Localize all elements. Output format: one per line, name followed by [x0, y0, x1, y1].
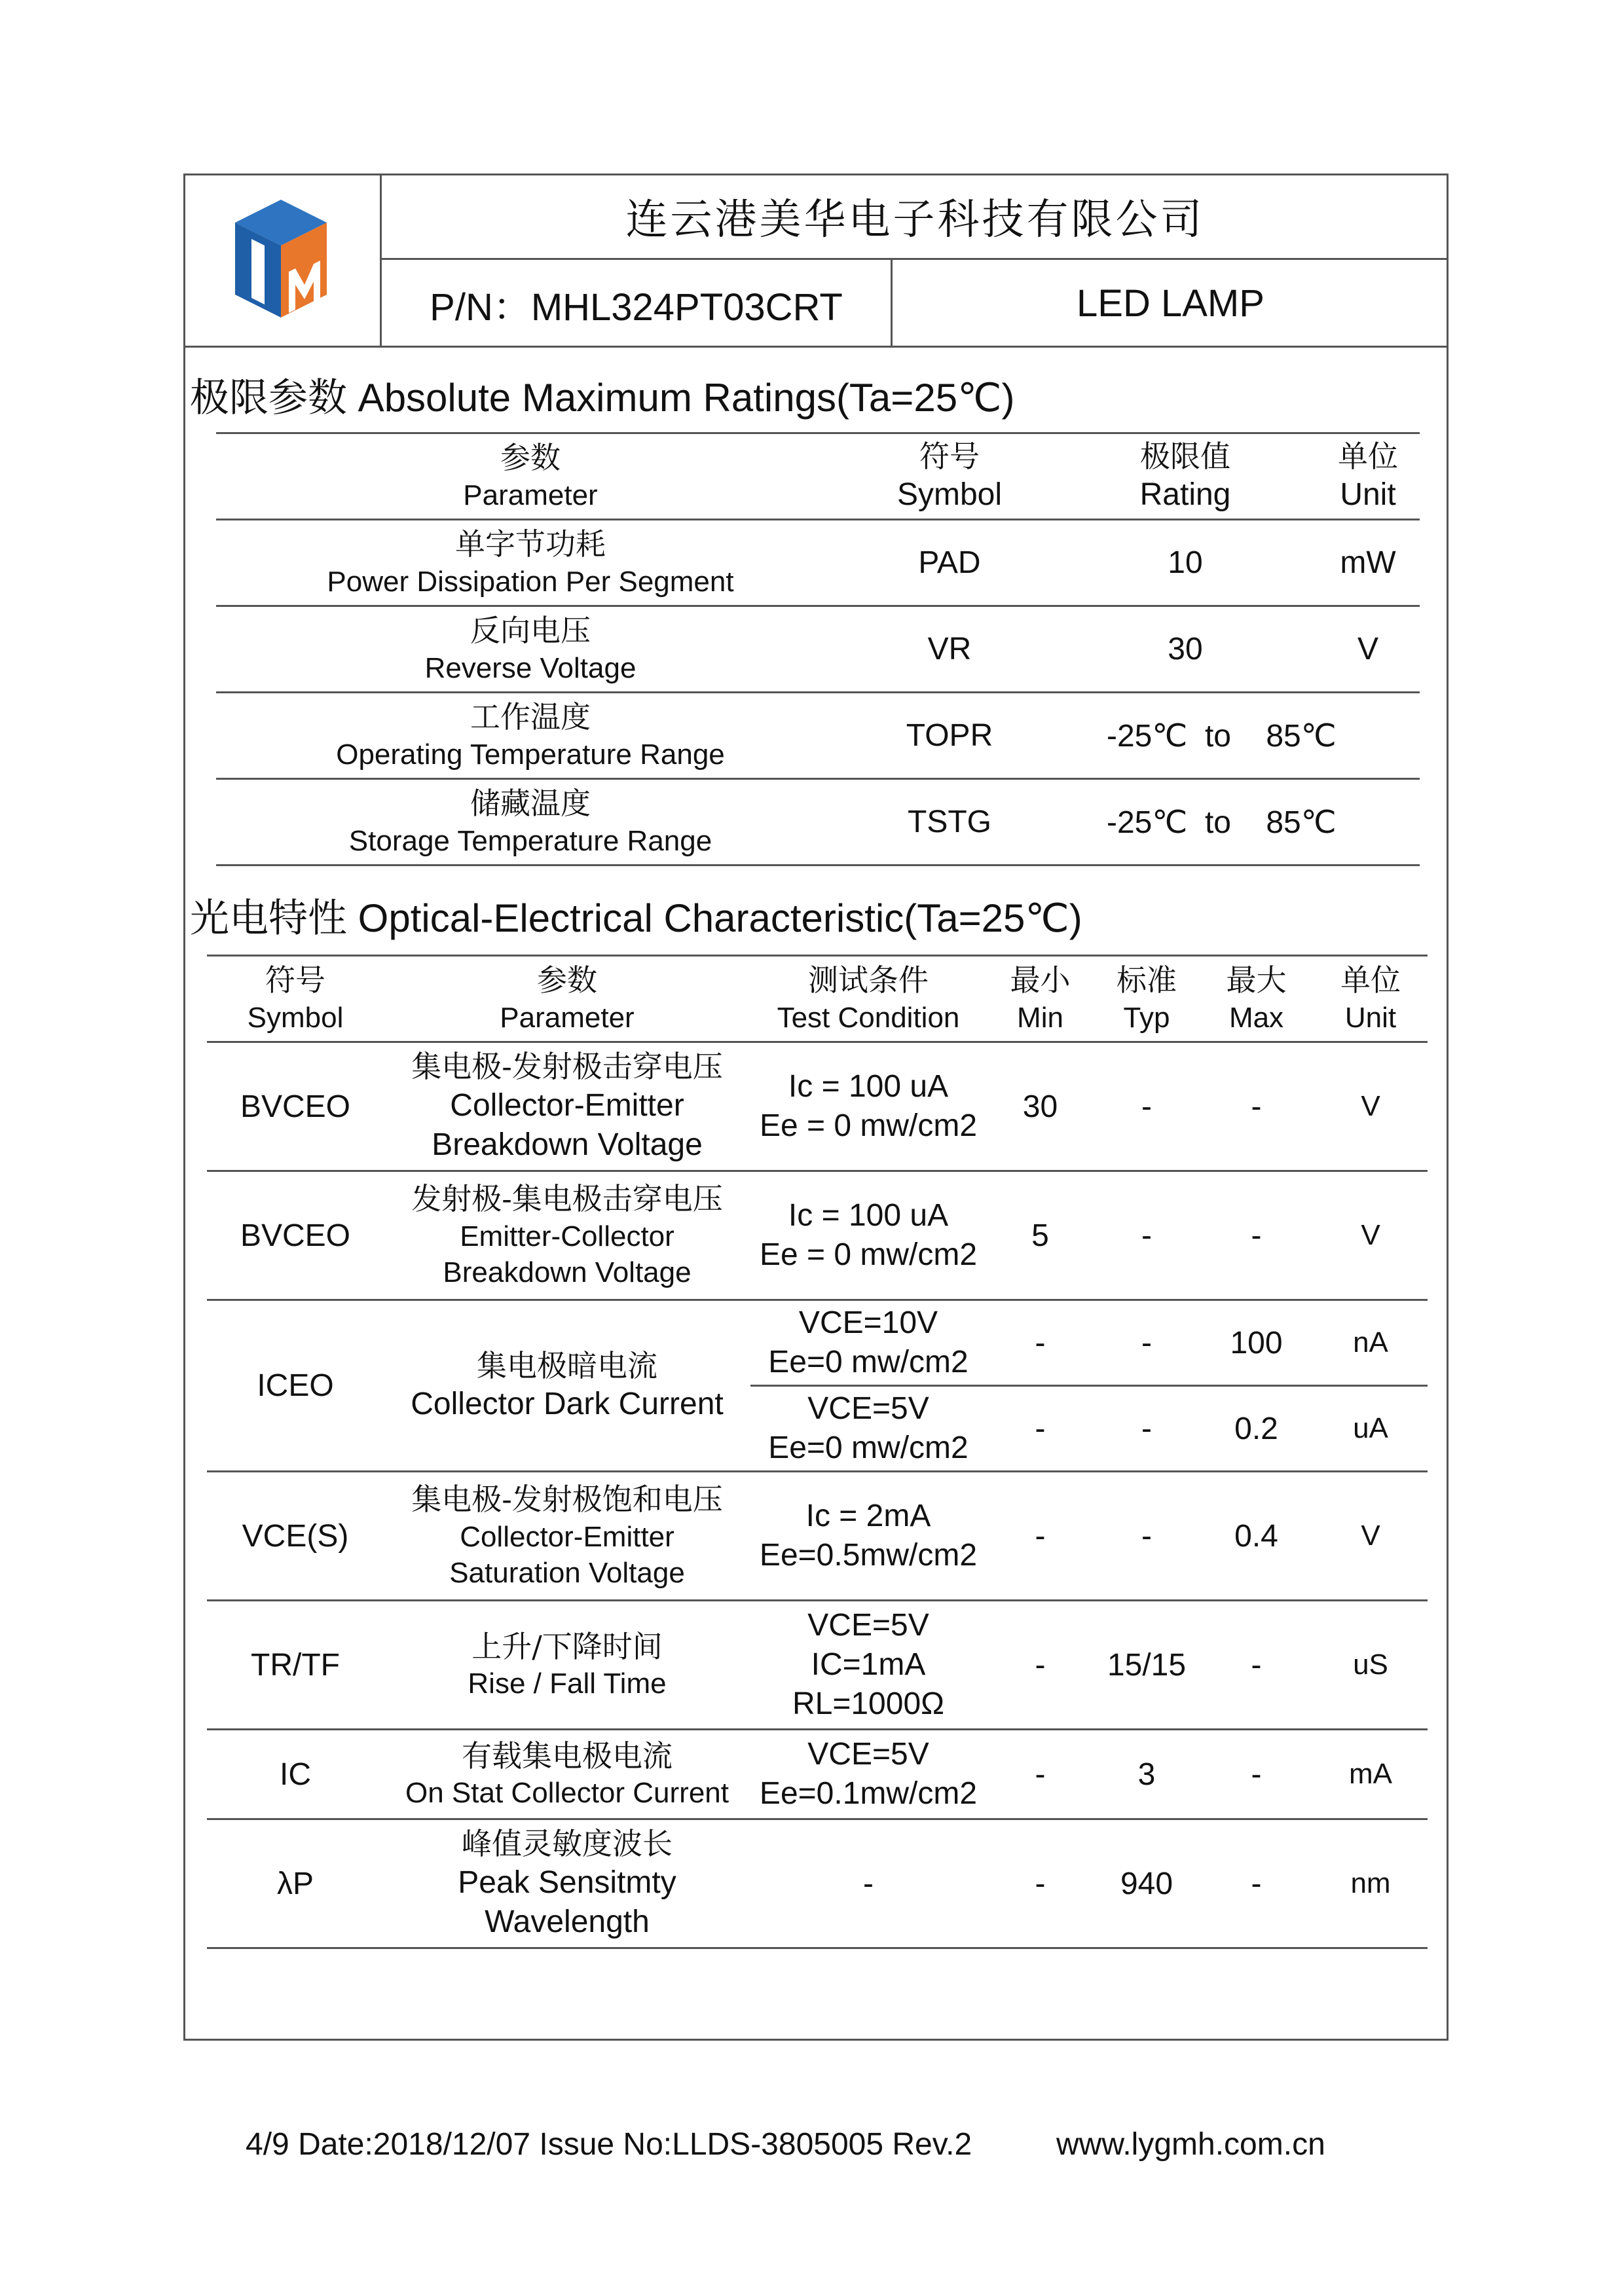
max-cell: - [1251, 1218, 1262, 1253]
unit-cell: nm [1350, 1867, 1391, 1899]
table-row [207, 1819, 1428, 1948]
condition-cell [750, 1730, 986, 1819]
abs-title-en: Absolute Maximum Ratings(Ta=25℃) [347, 376, 1015, 420]
rating-cell: 10 [1168, 545, 1203, 580]
condition-line: Ee=0.5mw/cm2 [759, 1538, 978, 1573]
header-en: Min [1017, 1001, 1063, 1034]
parameter-cell [384, 1171, 750, 1300]
header-divider [183, 346, 1449, 348]
symbol-cell: BVCEO [240, 1089, 351, 1124]
parameter-cn: 集电极暗电流 [477, 1347, 657, 1383]
header-en: Unit [1340, 477, 1396, 513]
parameter-en: Collector-Emitter [460, 1520, 674, 1553]
parameter-cell [384, 1601, 750, 1730]
condition-line: Ee = 0 mw/cm2 [759, 1237, 978, 1272]
parameter-en: Rise / Fall Time [468, 1667, 667, 1700]
opt-section-title [190, 887, 1082, 943]
unit-cell: uS [1353, 1649, 1388, 1681]
condition-cell [750, 1472, 986, 1601]
parameter-en: Collector Dark Current [411, 1387, 724, 1422]
parameter-en: Reverse Voltage [424, 651, 637, 684]
max-cell: 0.2 [1234, 1411, 1278, 1446]
header-en: Test Condition [777, 1001, 960, 1034]
parameter-cn: 有载集电极电流 [462, 1738, 673, 1774]
parameter-cell [216, 520, 845, 606]
min-cell: - [1035, 1518, 1046, 1554]
table-header-row [216, 433, 1420, 520]
header-cell [845, 433, 1054, 520]
header-cn: 参数 [500, 440, 561, 476]
header-cell [1316, 433, 1420, 520]
rating-cell: -25℃ to 85℃ [1107, 805, 1337, 840]
unit-cell: mA [1349, 1758, 1392, 1790]
abs-section-title [190, 367, 1014, 423]
table-row [207, 1472, 1428, 1601]
rating-cell: -25℃ to 85℃ [1107, 718, 1337, 754]
optical-electrical-table [207, 955, 1428, 1949]
typ-cell: - [1141, 1218, 1152, 1253]
header-cn: 标准 [1116, 962, 1177, 998]
header-cell [1094, 956, 1199, 1042]
parameter-cn: 集电极-发射极饱和电压 [411, 1482, 723, 1518]
table-row [207, 1730, 1428, 1819]
symbol-cell: λP [276, 1866, 314, 1901]
table-row [216, 693, 1420, 779]
symbol-cell: TSTG [908, 805, 991, 839]
symbol-cell: PAD [918, 545, 981, 580]
unit-cell: nA [1353, 1326, 1388, 1358]
condition-line: Ic = 100 uA [788, 1198, 949, 1233]
header-en: Typ [1123, 1001, 1170, 1034]
company-name: 连云港美华电子科技有限公司 [382, 173, 1449, 260]
parameter-cell [384, 1730, 750, 1819]
header-cell [207, 956, 384, 1042]
header-cn: 符号 [265, 962, 325, 998]
condition-line: VCE=5V [807, 1391, 929, 1426]
typ-cell: - [1141, 1089, 1152, 1124]
condition-line: Ee = 0 mw/cm2 [759, 1108, 978, 1143]
condition-cell [750, 1171, 986, 1300]
symbol-cell: VR [927, 632, 972, 666]
parameter-cn: 储藏温度 [470, 786, 591, 822]
table-row [216, 779, 1420, 866]
symbol-cell: TR/TF [251, 1647, 340, 1683]
parameter-cn: 发射极-集电极击穿电压 [411, 1181, 723, 1217]
unit-cell: V [1361, 1090, 1380, 1122]
parameter-cell [384, 1300, 750, 1472]
header-cell [750, 956, 986, 1042]
header-cell [1199, 956, 1314, 1042]
header-en: Parameter [500, 1001, 635, 1034]
parameter-cn: 上升/下降时间 [471, 1628, 663, 1664]
table-header-row [207, 956, 1428, 1042]
parameter-en: Wavelength [485, 1904, 650, 1939]
product-type: LED LAMP [1077, 282, 1264, 325]
abs-title-cn: 极限参数 [190, 375, 347, 421]
parameter-en: Breakdown Voltage [432, 1127, 703, 1162]
header-cn: 单位 [1338, 438, 1398, 474]
condition-cell: - [863, 1866, 874, 1901]
min-cell: 30 [1022, 1089, 1058, 1124]
condition-line: Ee=0.1mw/cm2 [759, 1776, 978, 1811]
condition-line: Ic = 100 uA [788, 1069, 949, 1104]
table-row [216, 520, 1420, 606]
unit-cell: uA [1353, 1412, 1388, 1444]
condition-line: Ee=0 mw/cm2 [768, 1430, 969, 1465]
parameter-en: Emitter-Collector [460, 1220, 674, 1252]
min-cell: - [1035, 1325, 1046, 1360]
min-cell: 5 [1031, 1218, 1049, 1253]
header-cn: 最大 [1226, 962, 1287, 998]
typ-cell: 940 [1120, 1866, 1173, 1901]
min-cell: - [1035, 1411, 1046, 1446]
opt-title-en: Optical-Electrical Characteristic(Ta=25℃) [347, 896, 1082, 940]
header-en: Symbol [247, 1001, 344, 1034]
absolute-ratings-table [216, 432, 1420, 866]
parameter-en: Power Dissipation Per Segment [327, 565, 734, 598]
max-cell: - [1251, 1757, 1262, 1792]
header-cell [1054, 433, 1316, 520]
min-cell: - [1035, 1757, 1046, 1792]
company-logo [229, 200, 333, 318]
typ-cell: - [1141, 1518, 1152, 1554]
parameter-cell [384, 1819, 750, 1948]
table-row [216, 606, 1420, 693]
unit-cell: V [1357, 632, 1378, 666]
parameter-en: Breakdown Voltage [443, 1256, 692, 1288]
header-cn: 符号 [919, 438, 980, 474]
logo-cell [183, 173, 382, 347]
table-row [207, 1171, 1428, 1300]
condition-line: VCE=5V [807, 1608, 929, 1643]
header-cell [384, 956, 750, 1042]
header-en: Max [1228, 1001, 1284, 1034]
parameter-cn: 单字节功耗 [455, 526, 606, 562]
parameter-en: Storage Temperature Range [348, 824, 712, 857]
condition-line: VCE=10V [798, 1305, 938, 1340]
unit-cell: V [1361, 1219, 1380, 1251]
condition-line: Ee=0 mw/cm2 [768, 1345, 969, 1379]
rating-cell: 30 [1168, 632, 1203, 666]
table-row [207, 1042, 1428, 1171]
condition-line: RL=1000Ω [792, 1686, 945, 1721]
max-cell: - [1251, 1647, 1262, 1683]
symbol-cell: TOPR [906, 718, 993, 753]
header-en: Symbol [896, 477, 1003, 513]
max-cell: 100 [1230, 1325, 1283, 1360]
header-en: Rating [1139, 477, 1231, 513]
table-row [207, 1601, 1428, 1730]
unit-cell: mW [1340, 545, 1396, 580]
parameter-cn: 工作温度 [470, 699, 591, 735]
table-row [207, 1300, 1428, 1386]
header-cn: 极限值 [1140, 438, 1230, 474]
unit-cell: V [1361, 1520, 1380, 1552]
header-en: Parameter [463, 479, 598, 511]
max-cell: - [1251, 1866, 1262, 1901]
header-cell [986, 956, 1094, 1042]
symbol-cell: IC [280, 1757, 311, 1792]
symbol-cell: BVCEO [240, 1218, 351, 1253]
symbol-cell: VCE(S) [242, 1518, 349, 1554]
typ-cell: 15/15 [1107, 1647, 1187, 1683]
parameter-en: Collector-Emitter [450, 1087, 684, 1123]
header-cell [1314, 956, 1428, 1042]
min-cell: - [1035, 1647, 1046, 1683]
part-number: P/N：MHL324PT03CRT [382, 260, 893, 347]
footer-website: www.lygmh.com.cn [1056, 2127, 1325, 2162]
header-cn: 测试条件 [808, 962, 929, 998]
parameter-cell [216, 779, 845, 866]
parameter-cn: 反向电压 [470, 613, 591, 649]
parameter-cell [216, 606, 845, 693]
condition-line: VCE=5V [807, 1737, 929, 1772]
opt-title-cn: 光电特性 [190, 896, 347, 941]
condition-line: Ic = 2mA [805, 1499, 931, 1533]
parameter-en: On Stat Collector Current [405, 1777, 729, 1810]
parameter-cell [384, 1042, 750, 1171]
parameter-en: Operating Temperature Range [336, 738, 725, 771]
max-cell: - [1251, 1089, 1262, 1124]
parameter-cell [384, 1472, 750, 1601]
symbol-cell: ICEO [257, 1368, 334, 1403]
parameter-en: Peak Sensitmty [458, 1865, 676, 1900]
parameter-en: Saturation Voltage [449, 1556, 685, 1589]
parameter-cell [216, 693, 845, 779]
header-en: Unit [1344, 1001, 1397, 1034]
header-cn: 单位 [1340, 962, 1401, 998]
typ-cell: - [1141, 1325, 1152, 1360]
footer-doc-info: 4/9 Date:2018/12/07 Issue No:LLDS-3805005 Rev.2 [246, 2127, 972, 2162]
max-cell: 0.4 [1234, 1518, 1278, 1554]
header-cn: 最小 [1010, 962, 1071, 998]
parameter-cn: 峰值灵敏度波长 [462, 1826, 673, 1862]
condition-cell [750, 1042, 986, 1171]
typ-cell: 3 [1137, 1757, 1156, 1792]
parameter-cn: 集电极-发射极击穿电压 [411, 1049, 723, 1085]
header-cn: 参数 [537, 962, 597, 998]
condition-line: IC=1mA [811, 1647, 926, 1682]
condition-cell [750, 1601, 986, 1730]
min-cell: - [1035, 1866, 1046, 1901]
header-cell [216, 433, 845, 520]
typ-cell: - [1141, 1411, 1152, 1446]
condition-cell [750, 1386, 986, 1472]
condition-cell [750, 1300, 986, 1386]
